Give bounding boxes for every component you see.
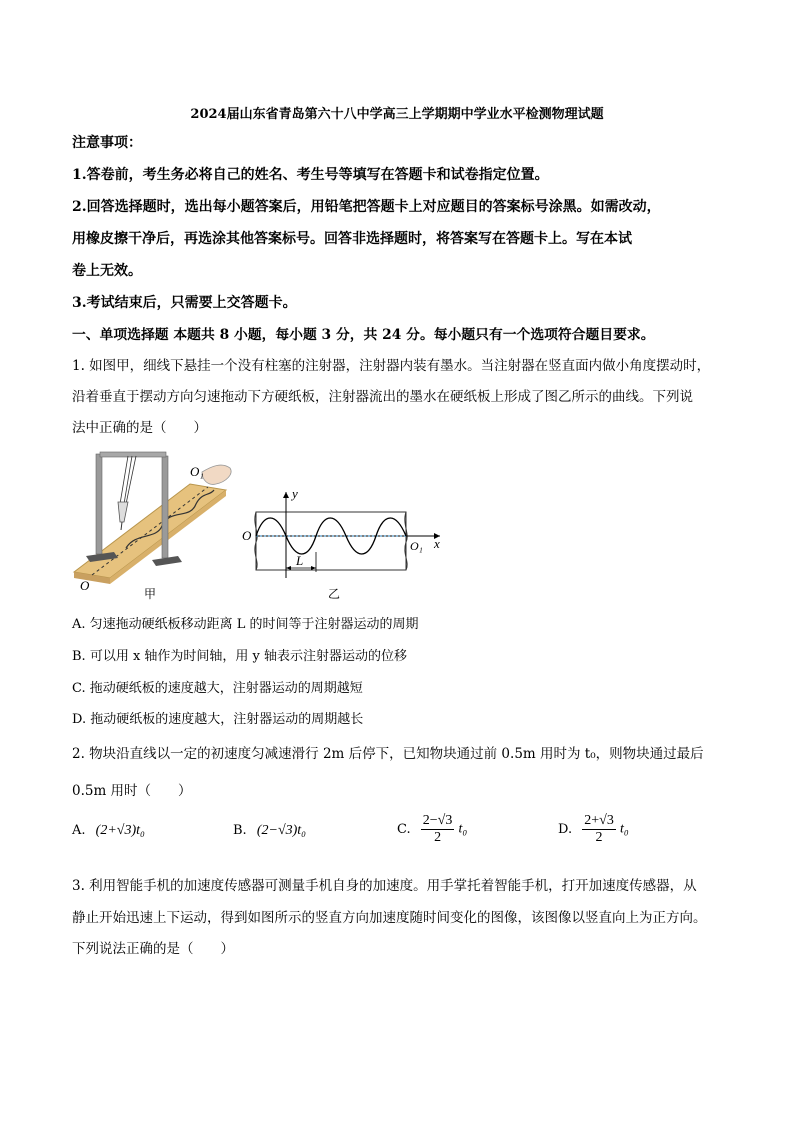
notice-item-3: 3.考试结束后，只需要上交答题卡。	[72, 295, 297, 311]
q2-option-d: D. $\frac{2+√3}{2}$ t₀	[558, 813, 629, 845]
q3-line-2: 静止开始迅速上下运动，得到如图所示的竖直方向加速度随时间变化的图像，该图像以竖直向上为正方向。	[72, 910, 707, 926]
fig-jia-O1-label: O₁	[190, 464, 204, 479]
figure-yi	[236, 482, 452, 602]
fig-yi-O-label: O	[242, 528, 252, 543]
fig-yi-x-label: x	[434, 536, 440, 551]
q1-line-2: 沿着垂直于摆动方向匀速拖动下方硬纸板，注射器流出的墨水在硬纸板上形成了图乙所示的曲线。下列说	[72, 389, 693, 405]
exam-title: 2024届山东省青岛第六十八中学高三上学期期中学业水平检测物理试题	[190, 107, 604, 122]
section-1-heading: 一、单项选择题 本题共 8 小题，每小题 3 分，共 24 分。每小题只有一个选项符合题目要求。	[72, 327, 655, 343]
notice-item-2-line-2: 用橡皮擦干净后，再选涂其他答案标号。回答非选择题时，将答案写在答题卡上。写在本试	[72, 231, 632, 247]
notice-item-2-line-3: 卷上无效。	[72, 263, 142, 279]
fig-yi-O1-label: O₁	[410, 539, 423, 553]
q2-option-b: B. (2−√3)t₀	[233, 823, 307, 838]
q2-option-c: C. $\frac{2-√3}{2}$ t₀	[397, 813, 468, 845]
q2-line-1: 2. 物块沿直线以一定的初速度匀减速滑行 2m 后停下，已知物块通过前 0.5m 用时为 t₀，则物块通过最后	[72, 746, 704, 762]
q1-line-1: 1. 如图甲，细线下悬挂一个没有柱塞的注射器，注射器内装有墨水。当注射器在竖直面内做小角度摆动时，	[72, 358, 711, 374]
notice-heading: 注意事项：	[72, 135, 142, 151]
q1-option-c: C. 拖动硬纸板的速度越大，注射器运动的周期越短	[72, 681, 363, 696]
fig-jia-caption: 甲	[144, 587, 157, 601]
q1-option-d: D. 拖动硬纸板的速度越大，注射器运动的周期越长	[72, 712, 364, 727]
fig-yi-caption: 乙	[328, 587, 341, 601]
notice-item-2-line-1: 2.回答选择题时，选出每小题答案后，用铅笔把答题卡上对应题目的答案标号涂黑。如需改动，	[72, 199, 661, 215]
q1-option-a: A. 匀速拖动硬纸板移动距离 L 的时间等于注射器运动的周期	[72, 617, 419, 632]
fig-yi-L-label: L	[296, 553, 304, 568]
fig-jia-O-label: O	[80, 578, 90, 593]
q3-line-3: 下列说法正确的是（ ）	[72, 941, 234, 957]
figure-jia	[66, 444, 236, 602]
notice-item-1: 1.答卷前，考生务必将自己的姓名、考生号等填写在答题卡和试卷指定位置。	[72, 167, 549, 183]
q2-line-2: 0.5m 用时（ ）	[72, 783, 192, 799]
fig-yi-y-label: y	[292, 486, 298, 501]
q1-option-b: B. 可以用 x 轴作为时间轴，用 y 轴表示注射器运动的位移	[72, 649, 408, 664]
q1-line-3: 法中正确的是（ ）	[72, 420, 207, 436]
q2-option-a: A. (2+√3)t₀	[72, 823, 145, 838]
q3-line-1: 3. 利用智能手机的加速度传感器可测量手机自身的加速度。用手掌托着智能手机，打开加速度传感器，从	[72, 878, 697, 894]
